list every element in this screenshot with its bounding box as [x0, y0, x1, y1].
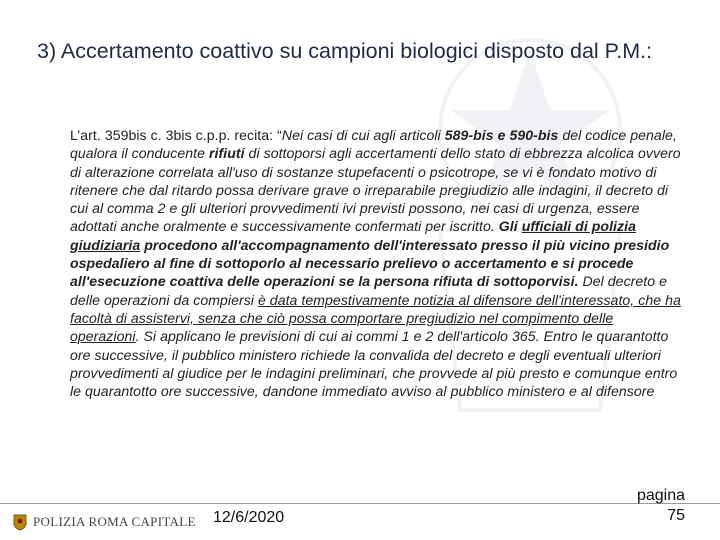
text-rifiuti: rifiuti: [209, 145, 245, 162]
text-convalida: . Si applicano le previsioni di cui ai commi 1 e 2 dell'articolo 365. Entro le quarantotto ore successive, il pubblico ministero richiede la convalida del decreto e degli eventuali ulteriori provvedimenti al giudice per le indagini preliminari, che provvede al più presto e comunque entro le quarantotto ore successive, dandone immediato avviso al pubblico ministero e al difensore: [70, 328, 678, 400]
law-quote-paragraph: [70, 126, 682, 400]
text-quote-cont: del codice penale, qualora il conducente: [70, 127, 677, 162]
logo-text: POLIZIA ROMA CAPITALE: [33, 514, 196, 529]
slide-title: 3) Accertamento coattivo su campioni biologici disposto dal P.M.:: [37, 39, 653, 63]
text-ufficiali-pg: ufficiali di polizia giudiziaria: [70, 218, 636, 253]
footer-divider: [0, 503, 720, 504]
text-articles-ref: 589-bis e 590-bis: [444, 127, 559, 143]
text-accompagnamento: procedono all'accompagnamento dell'interessato presso il più vicino presidio ospedaliero al fine di sottoporlo al necessario prelievo o accertamento e si procede all'esecuzione coattiva delle operazioni se la persona rifiuta di sottoporvisi.: [70, 236, 670, 290]
text-intro: L’art. 359bis c. 3bis c.p.p. recita: “: [70, 127, 282, 143]
page-number: 75: [667, 507, 685, 524]
text-quote-main: di sottoporsi agli accertamenti dello stato di ebbrezza alcolica ovvero di alterazione correlata all'uso di sostanze stupefacenti o psicotrope, se vi è fondato motivo di ritenere che dal ritardo possa derivare grave o irreparabile pregiudizio alle indagini, il decreto di cui al comma 2 e gli ulteriori provvedimenti ivi previsti possono, nei casi di urgenza, essere adottati anche oralmente e successivamente confermati per iscritto.: [70, 145, 681, 235]
page-word: pagina: [636, 487, 685, 504]
text-quote-start: Nei casi di cui agli articoli: [281, 127, 445, 143]
footer-date: 12/6/2020: [213, 509, 285, 526]
page-indicator: [637, 486, 685, 526]
text-notizia-difensore: è data tempestivamente notizia al difensore dell'interessato, che ha facoltà di assistervi, senza che ciò possa comportare pregiudizio nel compimento delle operazioni: [70, 291, 681, 345]
text-gli: Gli: [498, 218, 522, 235]
footer-logo: [12, 512, 196, 532]
text-decreto: Del decreto e delle operazioni da compiersi: [70, 273, 668, 308]
crest-icon: [12, 513, 28, 531]
